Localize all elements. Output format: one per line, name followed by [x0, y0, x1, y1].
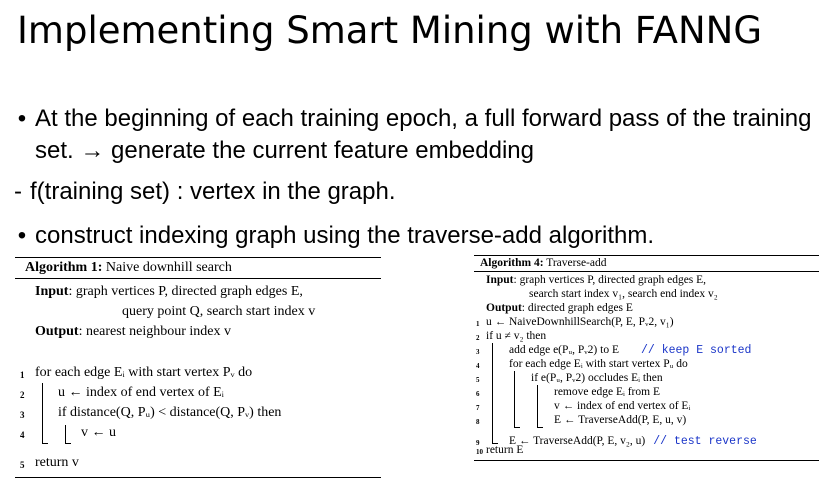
algorithm-name: Traverse-add	[546, 257, 607, 269]
algorithm-line-2: u ← index of end vertex of Eᵢ	[58, 385, 224, 400]
algorithm-label: Algorithm 1:	[25, 260, 103, 275]
block-bar	[65, 425, 66, 443]
input-text: : graph vertices P, directed graph edges E,	[68, 284, 303, 299]
line-number: 1	[20, 370, 25, 380]
line-number: 8	[476, 418, 480, 426]
block-bar	[537, 385, 538, 427]
algorithm-line-5: return v	[35, 455, 79, 470]
bullet-item-construct	[14, 220, 654, 252]
bullet-item-epoch	[14, 103, 834, 167]
algorithm-line-6: remove edge Eᵢ from E	[554, 386, 660, 398]
block-bar-end	[514, 427, 520, 428]
algorithm-4-header	[474, 255, 819, 272]
line-number: 5	[20, 460, 25, 470]
input-label: Input	[35, 284, 69, 299]
algorithm-name: Naive downhill search	[105, 260, 232, 275]
algorithm-line-3: if distance(Q, Pᵤ) < distance(Q, Pᵥ) then	[58, 405, 282, 420]
algorithm-4-box	[474, 255, 819, 461]
line-comment: // test reverse	[653, 435, 757, 448]
algorithm-line-2: if u ≠ v₂ then	[486, 330, 547, 342]
line-number: 10	[476, 448, 483, 456]
line-number: 7	[476, 404, 480, 412]
algorithm-line-3	[509, 343, 751, 358]
input-text: : graph vertices P, directed graph edges E,	[513, 274, 707, 286]
bullet-text: At the beginning of each training epoch, a full forward pass of the training set. → generate the current feature embedding	[35, 105, 812, 164]
line-number: 2	[20, 390, 25, 400]
algorithm-input-line	[35, 282, 303, 302]
algorithm-1-header	[15, 257, 381, 279]
line-comment: // keep E sorted	[641, 344, 752, 357]
algorithm-input-continued: search start index v₁, search end index v₂	[529, 288, 718, 300]
algorithm-1-body	[15, 279, 381, 478]
algorithm-output-line	[35, 322, 231, 342]
algorithm-line-5: if e(Pᵤ, Pᵥ2) occludes Eᵢ then	[531, 372, 663, 384]
line-number: 3	[476, 348, 480, 356]
line-number: 3	[20, 410, 25, 420]
bullet-text: f(training set) : vertex in the graph.	[30, 178, 396, 205]
algorithm-line-8: E ← TraverseAdd(P, E, u, v)	[554, 414, 687, 426]
algorithm-4-body	[474, 272, 819, 461]
block-bar	[492, 343, 493, 443]
line-number: 1	[476, 320, 480, 328]
dash-marker: -	[14, 178, 22, 205]
block-bar	[514, 371, 515, 427]
bullet-text: construct indexing graph using the traverse-add algorithm.	[35, 222, 655, 249]
line-number: 4	[476, 362, 480, 370]
algorithm-line-4: for each edge Eᵢ with start vertex Pᵤ do	[509, 358, 688, 370]
block-bar-end	[492, 443, 498, 444]
input-label: Input	[486, 274, 514, 286]
output-label: Output	[35, 324, 79, 339]
algorithm-1-box	[15, 257, 381, 478]
algorithm-line-10: return E	[486, 444, 524, 456]
line-number: 6	[476, 390, 480, 398]
line-number: 9	[476, 439, 480, 447]
line-number: 2	[476, 334, 480, 342]
algorithm-line-4: v ← u	[81, 425, 116, 440]
line-number: 5	[476, 376, 480, 384]
block-bar	[42, 383, 43, 443]
line-text: E ← TraverseAdd(P, E, v₂, u)	[509, 435, 646, 447]
block-bar-end	[65, 443, 71, 444]
block-bar-end	[537, 427, 543, 428]
bullet-item-vertex	[14, 176, 396, 208]
output-label: Output	[486, 302, 522, 314]
algorithm-line-9	[509, 434, 757, 449]
slide-title: Implementing Smart Mining with FANNG	[17, 9, 763, 52]
bullet-marker: •	[17, 222, 27, 249]
output-text: : nearest neighbour index v	[78, 324, 231, 339]
line-text: add edge e(Pᵤ, Pᵥ2) to E	[509, 344, 619, 356]
algorithm-line-1: for each edge Eᵢ with start vertex Pᵥ do	[35, 365, 253, 380]
algorithm-output-line	[486, 301, 633, 316]
line-number: 4	[20, 430, 25, 440]
output-text: : directed graph edges E	[521, 302, 633, 314]
algorithm-input-continued: query point Q, search start index v	[122, 304, 316, 319]
algorithm-line-1: u ← NaiveDownhillSearch(P, E, Pᵥ2, v₁)	[486, 316, 674, 328]
block-bar-end	[42, 443, 48, 444]
algorithm-input-line	[486, 273, 706, 288]
bullet-marker: •	[17, 105, 27, 132]
algorithm-label: Algorithm 4:	[480, 257, 544, 269]
algorithm-line-7: v ← index of end vertex of Eᵢ	[554, 400, 691, 412]
